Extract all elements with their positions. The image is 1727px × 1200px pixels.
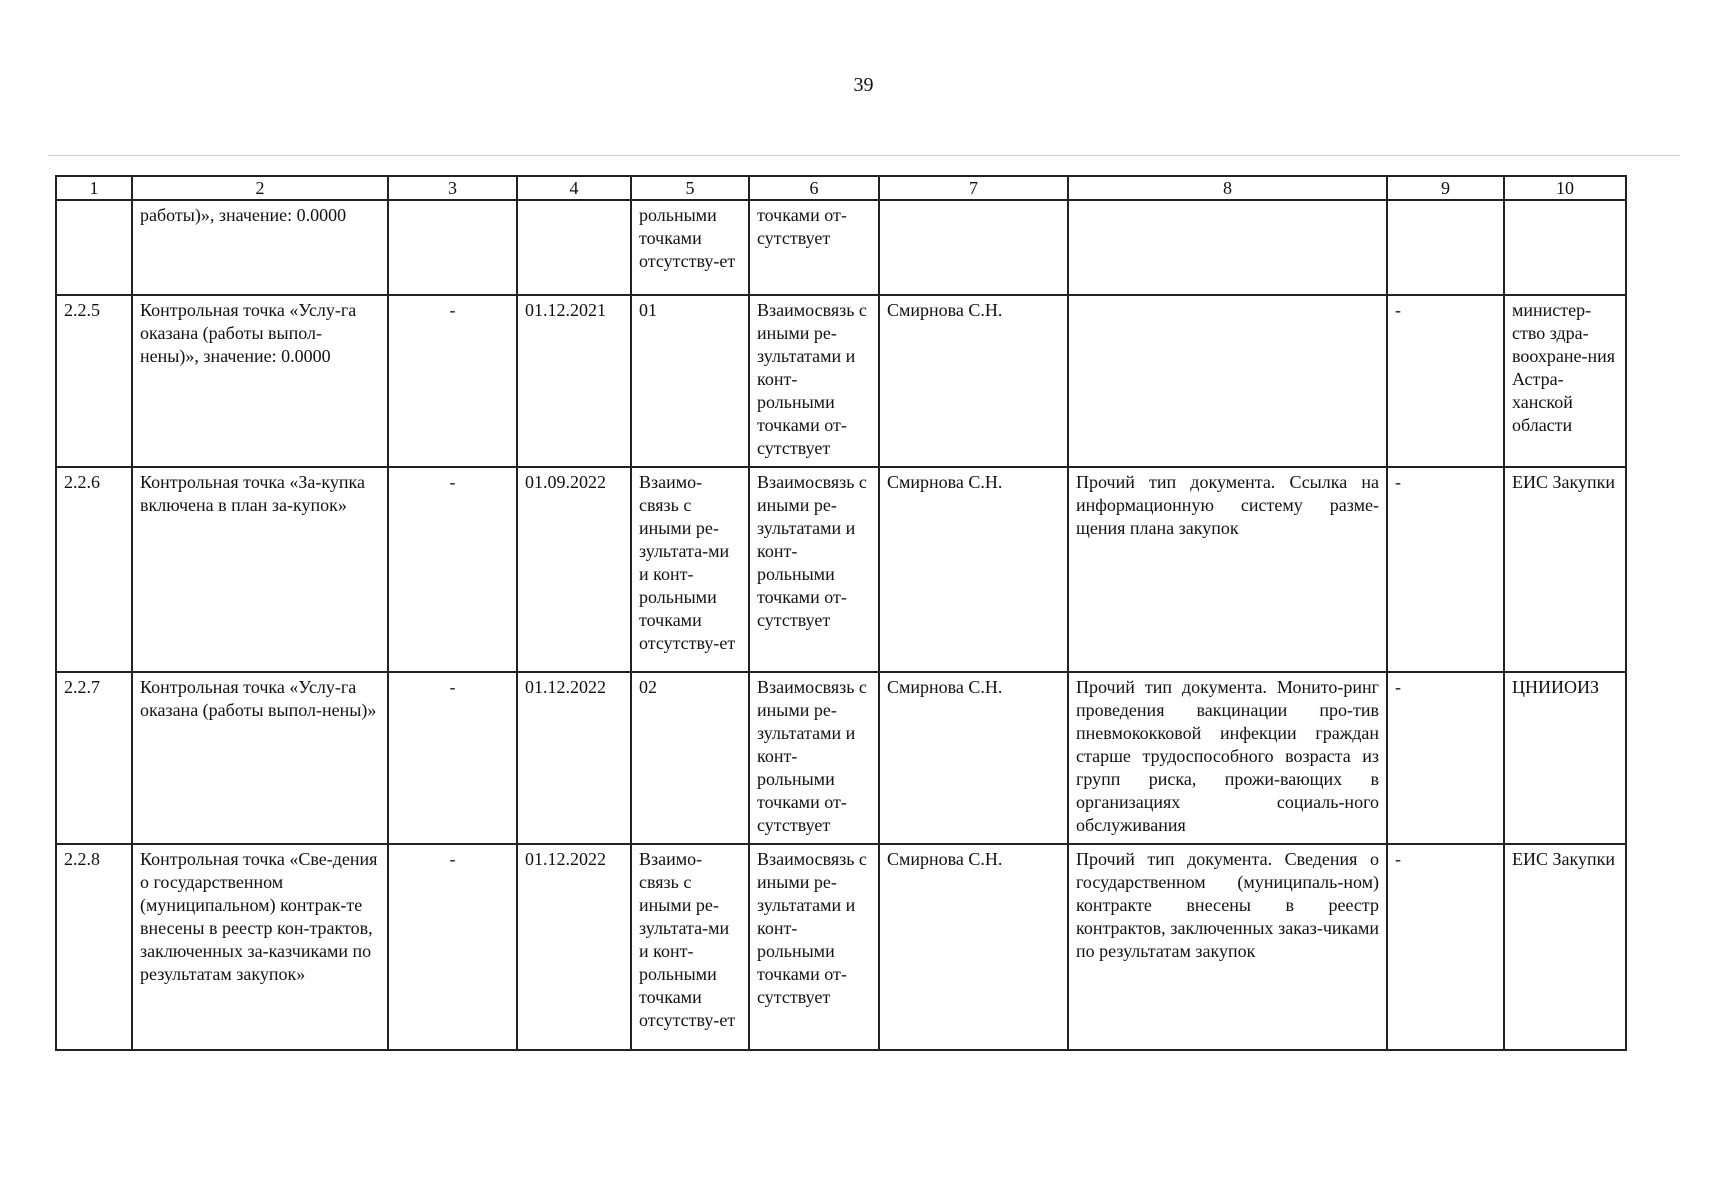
cell-document xyxy=(1068,295,1387,467)
col-header-10: 10 xyxy=(1504,176,1626,200)
cell-date: 01.12.2022 xyxy=(517,672,631,844)
cell-source: ЕИС Закупки xyxy=(1504,467,1626,672)
cell-source: ЕИС Закупки xyxy=(1504,844,1626,1050)
header-row xyxy=(56,176,1626,200)
cell-document: Прочий тип документа. Монито-ринг проведения вакцинации про-тив пневмококковой инфекции граждан старше трудоспособного возраста из групп риска, прожи-вающих в организациях социаль-ного обслуживания xyxy=(1068,672,1387,844)
cell-description: Контрольная точка «За-купка включена в план за-купок» xyxy=(132,467,388,672)
cell-relation: Взаимосвязь с иными ре-зультатами и конт-рольными точками от-сутствует xyxy=(749,295,879,467)
cell-description: Контрольная точка «Све-дения о государственном (муниципальном) контрак-те внесены в реестр кон-трактов, заключенных за-казчиками по результатам закупок» xyxy=(132,844,388,1050)
cell-document xyxy=(1068,200,1387,295)
cell-number: 2.2.8 xyxy=(56,844,132,1050)
cell-col5: Взаимо-связь с иными ре-зультата-ми и конт-рольными точками отсутству-ет xyxy=(631,844,749,1050)
cell-relation: Взаимосвязь с иными ре-зультатами и конт-рольными точками от-сутствует xyxy=(749,844,879,1050)
cell-date: 01.12.2021 xyxy=(517,295,631,467)
col-header-8: 8 xyxy=(1068,176,1387,200)
col-header-9: 9 xyxy=(1387,176,1504,200)
cell-number: 2.2.7 xyxy=(56,672,132,844)
cell-col9: - xyxy=(1387,672,1504,844)
cell-col3: - xyxy=(388,672,517,844)
cell-col5: 01 xyxy=(631,295,749,467)
cell-responsible: Смирнова С.Н. xyxy=(879,844,1068,1050)
cell-col5: 02 xyxy=(631,672,749,844)
cell-col9 xyxy=(1387,200,1504,295)
cell-date xyxy=(517,200,631,295)
cell-col9: - xyxy=(1387,844,1504,1050)
cell-document: Прочий тип документа. Ссылка на информационную систему разме-щения плана закупок xyxy=(1068,467,1387,672)
cell-number xyxy=(56,200,132,295)
cell-description: Контрольная точка «Услу-га оказана (работы выпол-нены)», значение: 0.0000 xyxy=(132,295,388,467)
cell-source: ЦНИИОИЗ xyxy=(1504,672,1626,844)
cell-source: министер-ство здра-воохране-ния Астра-ханской области xyxy=(1504,295,1626,467)
col-header-3: 3 xyxy=(388,176,517,200)
header-rule xyxy=(48,155,1680,156)
cell-number: 2.2.5 xyxy=(56,295,132,467)
col-header-5: 5 xyxy=(631,176,749,200)
table-row xyxy=(56,672,1626,844)
cell-date: 01.12.2022 xyxy=(517,844,631,1050)
cell-date: 01.09.2022 xyxy=(517,467,631,672)
col-header-6: 6 xyxy=(749,176,879,200)
cell-responsible: Смирнова С.Н. xyxy=(879,672,1068,844)
table-row xyxy=(56,844,1626,1050)
cell-description: Контрольная точка «Услу-га оказана (работы выпол-нены)» xyxy=(132,672,388,844)
cell-relation: Взаимосвязь с иными ре-зультатами и конт-рольными точками от-сутствует xyxy=(749,467,879,672)
col-header-4: 4 xyxy=(517,176,631,200)
cell-col9: - xyxy=(1387,295,1504,467)
col-header-7: 7 xyxy=(879,176,1068,200)
cell-col5: Взаимо-связь с иными ре-зультата-ми и конт-рольными точками отсутству-ет xyxy=(631,467,749,672)
cell-responsible xyxy=(879,200,1068,295)
col-header-1: 1 xyxy=(56,176,132,200)
cell-col3: - xyxy=(388,295,517,467)
cell-col3 xyxy=(388,200,517,295)
cell-relation: Взаимосвязь с иными ре-зультатами и конт-рольными точками от-сутствует xyxy=(749,672,879,844)
cell-description: работы)», значение: 0.0000 xyxy=(132,200,388,295)
table-row xyxy=(56,295,1626,467)
cell-source xyxy=(1504,200,1626,295)
table-row xyxy=(56,467,1626,672)
cell-document: Прочий тип документа. Сведения о государственном (муниципаль-ном) контракте внесены в реестр контрактов, заключенных заказ-чиками по результатам закупок xyxy=(1068,844,1387,1050)
page-number: 39 xyxy=(853,74,874,96)
table-row xyxy=(56,200,1626,295)
cell-responsible: Смирнова С.Н. xyxy=(879,467,1068,672)
cell-col5: рольными точками отсутству-ет xyxy=(631,200,749,295)
cell-col9: - xyxy=(1387,467,1504,672)
cell-relation: точками от-сутствует xyxy=(749,200,879,295)
cell-col3: - xyxy=(388,844,517,1050)
cell-col3: - xyxy=(388,467,517,672)
cell-number: 2.2.6 xyxy=(56,467,132,672)
data-table xyxy=(55,175,1627,1051)
cell-responsible: Смирнова С.Н. xyxy=(879,295,1068,467)
col-header-2: 2 xyxy=(132,176,388,200)
